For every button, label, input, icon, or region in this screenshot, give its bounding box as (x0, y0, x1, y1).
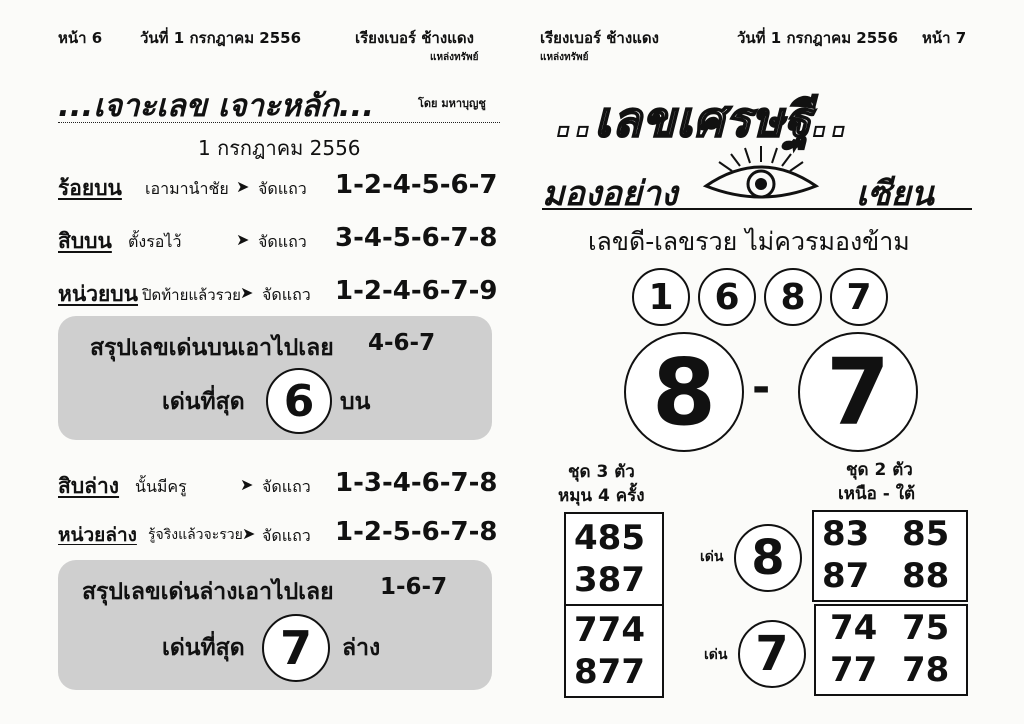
summary-bottom-text: สรุปเลขเด่นล่างเอาไปเลย (82, 579, 334, 605)
set3-box-2 (564, 604, 664, 698)
featured1-digit: 8 (734, 524, 802, 592)
row-sort-label: จัดแถว (258, 179, 307, 198)
set3-box-1 (564, 512, 664, 606)
row-label: หน่วยล่าง (58, 524, 137, 546)
set2-box-1 (812, 510, 968, 602)
set3-number: 774 (574, 610, 645, 650)
set3-number: 877 (574, 652, 645, 692)
summary-bottom-numbers: 1-6-7 (380, 574, 448, 600)
row-sort-label: จัดแถว (262, 285, 311, 304)
digit-circle: 6 (698, 268, 756, 326)
set2-number: 88 (902, 556, 950, 596)
arrow-icon: ➤ (236, 230, 250, 249)
summary-bottom-suffix: ล่าง (342, 635, 381, 661)
tagline: เลขดี-เลขรวย ไม่ควรมองข้าม (588, 227, 910, 256)
arrow-icon: ➤ (240, 283, 254, 302)
featured2-label: เด่น (704, 647, 728, 663)
publisher-sub: แหล่งทรัพย์ (430, 52, 479, 63)
row-note: เอามานำชัย (145, 179, 229, 198)
arrow-icon: ➤ (240, 475, 254, 494)
column-title: ..เลขเศรษฐี.. (556, 92, 851, 148)
row-label: สิบบน (58, 229, 112, 253)
summary-top-text: สรุปเลขเด่นบนเอาไปเลย (90, 335, 334, 361)
row-label: หน่วยบน (58, 282, 138, 306)
subtitle-left: มองอย่าง (542, 174, 678, 214)
publisher-name: เรียงเบอร์ ช้างแดง (540, 29, 659, 47)
row-numbers: 1-2-5-6-7-8 (335, 517, 498, 547)
summary-top-best-label: เด่นที่สุด (162, 389, 245, 415)
arrow-icon: ➤ (236, 177, 250, 196)
eye-icon (698, 142, 824, 208)
featured2-digit: 7 (738, 620, 806, 688)
set3-title: ชุด 3 ตัว (568, 462, 635, 482)
big-digit-a: 8 (624, 332, 744, 452)
set2-number: 77 (830, 650, 878, 690)
publisher-sub: แหล่งทรัพย์ (540, 52, 589, 63)
set3-number: 485 (574, 518, 645, 558)
row-numbers: 1-2-4-5-6-7 (335, 170, 498, 200)
set2-subtitle: เหนือ - ใต้ (838, 484, 916, 504)
set3-subtitle: หมุน 4 ครั้ง (558, 486, 645, 506)
set3-number: 387 (574, 560, 645, 600)
issue-date: 1 กรกฎาคม 2556 (198, 136, 361, 160)
set2-number: 87 (822, 556, 870, 596)
row-note: นั้นมีครู (135, 477, 187, 496)
featured1-label: เด่น (700, 549, 724, 565)
title-divider (58, 122, 500, 123)
row-numbers: 1-3-4-6-7-8 (335, 468, 498, 498)
publisher-name: เรียงเบอร์ ช้างแดง (355, 29, 474, 47)
row-note: รู้จริงแล้วจะรวย (148, 527, 243, 543)
column-author: โดย มหาบุญชู (418, 97, 486, 110)
subtitle-divider (542, 208, 972, 210)
row-numbers: 3-4-5-6-7-8 (335, 223, 498, 253)
row-note: ตั้งรอไว้ (128, 232, 182, 251)
row-numbers: 1-2-4-6-7-9 (335, 276, 498, 306)
page-number: หน้า 7 (922, 29, 967, 47)
big-pair-separator: - (752, 362, 771, 413)
issue-date-header: วันที่ 1 กรกฎาคม 2556 (140, 29, 302, 47)
set2-number: 78 (902, 650, 950, 690)
column-title: ...เจาะเลข เจาะหลัก... (58, 88, 375, 124)
summary-top-numbers: 4-6-7 (368, 330, 436, 356)
summary-bottom-best-digit: 7 (262, 614, 330, 682)
summary-top-suffix: บน (340, 389, 371, 415)
set2-number: 74 (830, 608, 878, 648)
arrow-icon: ➤ (242, 524, 256, 543)
page-number: หน้า 6 (58, 29, 103, 47)
summary-top-best-digit: 6 (266, 368, 332, 434)
row-label: สิบล่าง (58, 474, 120, 498)
subtitle-right: เซียน (856, 174, 934, 214)
row-sort-label: จัดแถว (262, 477, 311, 496)
summary-bottom-best-label: เด่นที่สุด (162, 635, 245, 661)
row-note: ปิดท้ายแล้วรวย (142, 286, 241, 304)
row-sort-label: จัดแถว (258, 232, 307, 251)
row-label: ร้อยบน (58, 176, 122, 200)
set2-box-2 (814, 604, 968, 696)
big-digit-b: 7 (798, 332, 918, 452)
set2-title: ชุด 2 ตัว (846, 460, 913, 480)
row-sort-label: จัดแถว (262, 526, 311, 545)
set2-number: 85 (902, 514, 950, 554)
digit-circle: 7 (830, 268, 888, 326)
set2-number: 83 (822, 514, 870, 554)
right-page (512, 0, 1024, 724)
digit-circle: 8 (764, 268, 822, 326)
digit-circle: 1 (632, 268, 690, 326)
issue-date-header: วันที่ 1 กรกฎาคม 2556 (737, 29, 899, 47)
set2-number: 75 (902, 608, 950, 648)
